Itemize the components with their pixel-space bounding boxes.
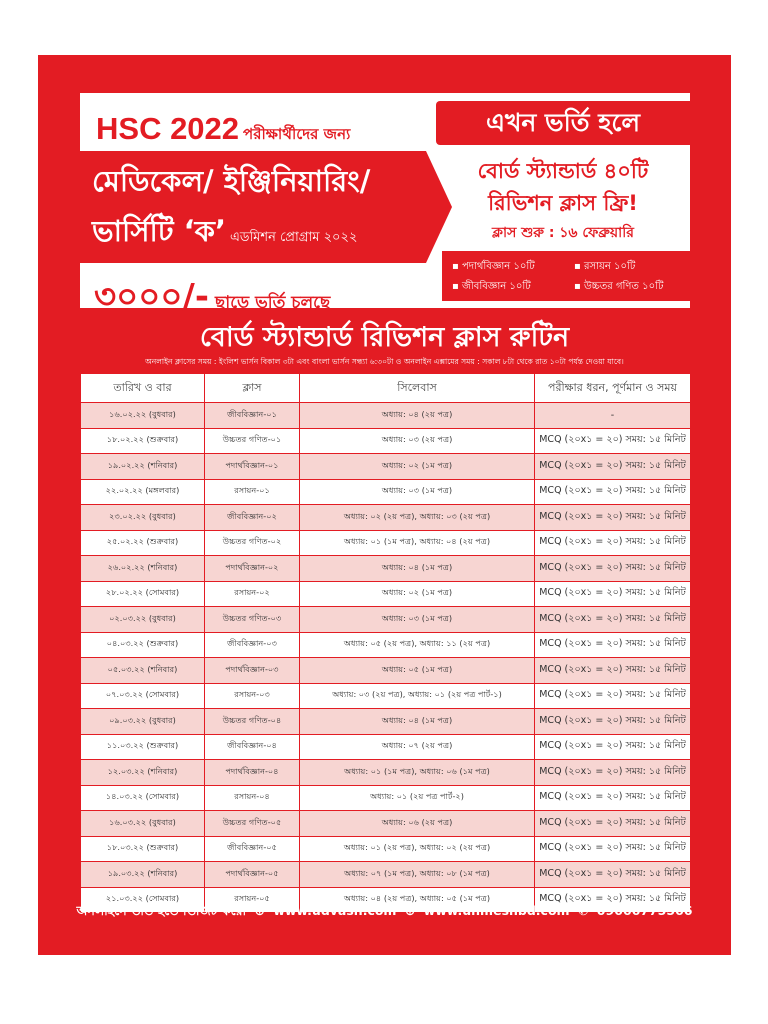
cell-syllabus: অধ্যায়: ০১ (১ম পত্র), অধ্যায়: ০৪ (২য় পত্র) (300, 530, 535, 556)
table-row (81, 862, 691, 888)
cell-exam: MCQ (২০x১ = ২০) সময়: ১৫ মিনিট (535, 683, 691, 709)
website-link-unmesh[interactable]: www.unmeshbd.com (423, 903, 570, 918)
cell-syllabus: অধ্যায়: ০২ (২য় পত্র), অধ্যায়: ০৩ (২য় পত্র) (300, 505, 535, 531)
header-syllabus: সিলেবাস (300, 374, 535, 403)
cell-date: ১৯.০২.২২ (শনিবার) (81, 454, 205, 480)
cell-class: উচ্চতর গণিত-০২ (205, 530, 300, 556)
routine-title: বোর্ড স্ট্যান্ডার্ড রিভিশন ক্লাস রুটিন (199, 322, 570, 353)
cell-date: ০২.০৩.২২ (বুধবার) (81, 607, 205, 633)
cell-date: ১৯.০৩.২২ (শনিবার) (81, 862, 205, 888)
table-row (81, 428, 691, 454)
table-row (81, 811, 691, 837)
cell-exam: MCQ (২০x১ = ২০) সময়: ১৫ মিনিট (535, 658, 691, 684)
cell-date: ১৮.০২.২২ (শুক্রবার) (81, 428, 205, 454)
hsc-year: HSC 2022 (96, 111, 240, 146)
cell-exam: MCQ (২০x১ = ২০) সময়: ১৫ মিনিট (535, 454, 691, 480)
cell-date: ০৪.০৩.২২ (শুক্রবার) (81, 632, 205, 658)
price-amount: ৩০০০/- (94, 277, 209, 317)
cell-date: ১৬.০২.২২ (বুধবার) (81, 403, 205, 429)
hsc-heading (96, 111, 350, 148)
cell-class: পদার্থবিজ্ঞান-০৪ (205, 760, 300, 786)
cell-exam: MCQ (২০x১ = ২০) সময়: ১৫ মিনিট (535, 556, 691, 582)
cell-exam: MCQ (২০x১ = ২০) সময়: ১৫ মিনিট (535, 479, 691, 505)
cell-class: পদার্থবিজ্ঞান-০২ (205, 556, 300, 582)
cell-exam: MCQ (২০x১ = ২০) সময়: ১৫ মিনিট (535, 607, 691, 633)
routine-table-wrap (80, 373, 690, 905)
table-row (81, 683, 691, 709)
cell-syllabus: অধ্যায়: ০৭ (২য় পত্র) (300, 734, 535, 760)
subject-higher-math: ▪ উচ্চতর গণিত ১০টি (574, 279, 663, 296)
table-row (81, 734, 691, 760)
cell-syllabus: অধ্যায়: ০১ (২য় পত্র পার্ট-২) (300, 785, 535, 811)
program-band (80, 151, 426, 263)
cell-date: ১৪.০৩.২২ (সোমবার) (81, 785, 205, 811)
subject-box (442, 251, 690, 301)
table-row (81, 709, 691, 735)
cell-syllabus: অধ্যায়: ০৩ (২য় পত্র), অধ্যায়: ০১ (২য় পত্র পার্ট-১) (300, 683, 535, 709)
cell-class: রসায়ন-০৪ (205, 785, 300, 811)
cell-date: ১২.০৩.২২ (শনিবার) (81, 760, 205, 786)
table-row (81, 785, 691, 811)
cell-date: ২২.০২.২২ (মঙ্গলবার) (81, 479, 205, 505)
program-line-2-main: ভার্সিটি ‘ক’ (92, 214, 226, 248)
table-header-row (81, 374, 691, 403)
cell-syllabus: অধ্যায়: ০৪ (২য় পত্র) (300, 403, 535, 429)
header-class: ক্লাস (205, 374, 300, 403)
cell-syllabus: অধ্যায়: ০৫ (১ম পত্র) (300, 658, 535, 684)
cell-date: ০৭.০৩.২২ (সোমবার) (81, 683, 205, 709)
cell-date: ২১.০৩.২২ (সোমবার) (81, 887, 205, 913)
cell-exam: MCQ (২০x১ = ২০) সময়: ১৫ মিনিট (535, 530, 691, 556)
cell-syllabus: অধ্যায়: ০৪ (১ম পত্র) (300, 709, 535, 735)
offer-classes: বোর্ড স্ট্যান্ডার্ড ৪০টি (477, 159, 649, 183)
cell-exam: MCQ (২০x১ = ২০) সময়: ১৫ মিনিট (535, 734, 691, 760)
hero-left (80, 93, 426, 317)
table-row (81, 454, 691, 480)
cell-class: জীববিজ্ঞান-০১ (205, 403, 300, 429)
cell-syllabus: অধ্যায়: ০৪ (১ম পত্র) (300, 556, 535, 582)
offer-tab: এখন ভর্তি হলে (436, 101, 690, 145)
cell-class: রসায়ন-০৫ (205, 887, 300, 913)
poster-background (38, 55, 731, 955)
cell-class: জীববিজ্ঞান-০৪ (205, 734, 300, 760)
hsc-audience: পরীক্ষার্থীদের জন্য (243, 125, 351, 143)
footer-contact (38, 903, 731, 923)
table-row (81, 403, 691, 429)
subject-physics: ▪ পদার্থবিজ্ঞান ১০টি (452, 259, 535, 276)
cell-class: রসায়ন-০২ (205, 581, 300, 607)
cell-exam: MCQ (২০x১ = ২০) সময়: ১৫ মিনিট (535, 836, 691, 862)
cell-class: পদার্থবিজ্ঞান-০১ (205, 454, 300, 480)
header-date: তারিখ ও বার (81, 374, 205, 403)
cell-exam: - (535, 403, 691, 429)
table-row (81, 658, 691, 684)
cell-date: ১১.০৩.২২ (শুক্রবার) (81, 734, 205, 760)
price-text: ছাড়ে ভর্তি চলছে (214, 293, 331, 313)
cell-syllabus: অধ্যায়: ০৫ (২য় পত্র), অধ্যায়: ১১ (২য় পত্র) (300, 632, 535, 658)
cell-syllabus: অধ্যায়: ০৩ (১ম পত্র) (300, 479, 535, 505)
website-link-udvash[interactable]: www.udvash.com (273, 903, 397, 918)
phone-icon: ✆ (577, 903, 589, 918)
table-row (81, 760, 691, 786)
cell-date: ২৫.০২.২২ (শুক্রবার) (81, 530, 205, 556)
cell-class: জীববিজ্ঞান-০৩ (205, 632, 300, 658)
program-subtitle: এডমিশন প্রোগ্রাম ২০২২ (230, 230, 358, 245)
cell-class: উচ্চতর গণিত-০৫ (205, 811, 300, 837)
cell-class: পদার্থবিজ্ঞান-০৫ (205, 862, 300, 888)
cell-exam: MCQ (২০x১ = ২০) সময়: ১৫ মিনিট (535, 632, 691, 658)
offer-panel (436, 93, 690, 308)
class-time-info: অনলাইন ক্লাসের সময় : ইংলিশ ভার্সন বিকাল ৩টা এবং বাংলা ভার্সন সন্ধ্যা ৬:৩০টা ও অনলাইন এক্সামের সময় : সকাল ৮টা থেকে রাত ১০টা পর্যন্ত দেওয়া যাবে। (145, 357, 624, 366)
program-line-2 (92, 209, 357, 258)
table-row (81, 530, 691, 556)
cell-exam: MCQ (২০x১ = ২০) সময়: ১৫ মিনিট (535, 811, 691, 837)
table-row (81, 607, 691, 633)
hero-panel (80, 93, 690, 317)
offer-start-date: ক্লাস শুরু : ১৬ ফেব্রুয়ারি (492, 225, 634, 241)
cell-date: ০৯.০৩.২২ (বুধবার) (81, 709, 205, 735)
cell-syllabus: অধ্যায়: ০২ (১ম পত্র) (300, 454, 535, 480)
cell-exam: MCQ (২০x১ = ২০) সময়: ১৫ মিনিট (535, 428, 691, 454)
cell-class: উচ্চতর গণিত-০১ (205, 428, 300, 454)
routine-table (80, 373, 691, 913)
cell-class: জীববিজ্ঞান-০৫ (205, 836, 300, 862)
cell-exam: MCQ (২০x১ = ২০) সময়: ১৫ মিনিট (535, 709, 691, 735)
offer-free: রিভিশন ক্লাস ফ্রি! (488, 191, 638, 215)
cell-syllabus: অধ্যায়: ০৪ (২য় পত্র), অধ্যায়: ০৫ (১ম পত্র) (300, 887, 535, 913)
cell-syllabus: অধ্যায়: ০৩ (১ম পত্র) (300, 607, 535, 633)
cell-exam: MCQ (২০x১ = ২০) সময়: ১৫ মিনিট (535, 505, 691, 531)
cell-class: উচ্চতর গণিত-০৩ (205, 607, 300, 633)
cell-exam: MCQ (২০x১ = ২০) সময়: ১৫ মিনিট (535, 887, 691, 913)
cell-syllabus: অধ্যায়: ০৬ (২য় পত্র) (300, 811, 535, 837)
phone-number[interactable]: 09666775566 (596, 903, 693, 918)
cell-exam: MCQ (২০x১ = ২০) সময়: ১৫ মিনিট (535, 862, 691, 888)
subject-chemistry: ▪ রসায়ন ১০টি (574, 259, 635, 276)
table-row (81, 505, 691, 531)
cell-class: উচ্চতর গণিত-০৪ (205, 709, 300, 735)
cell-date: ০৫.০৩.২২ (শনিবার) (81, 658, 205, 684)
table-row (81, 632, 691, 658)
globe-icon: ⊕ (254, 903, 265, 918)
program-line-1: মেডিকেল/ ইঞ্জিনিয়ারিং/ (92, 164, 371, 198)
cell-syllabus: অধ্যায়: ০২ (১ম পত্র) (300, 581, 535, 607)
cell-class: জীববিজ্ঞান-০২ (205, 505, 300, 531)
subject-biology: ▪ জীববিজ্ঞান ১০টি (452, 279, 531, 296)
cell-syllabus: অধ্যায়: ০১ (২য় পত্র), অধ্যায়: ০২ (২য় পত্র) (300, 836, 535, 862)
table-row (81, 581, 691, 607)
cell-class: রসায়ন-০১ (205, 479, 300, 505)
cell-date: ২৩.০২.২২ (বুধবার) (81, 505, 205, 531)
table-row (81, 836, 691, 862)
header-exam: পরীক্ষার ধরন, পূর্ণমান ও সময় (535, 374, 691, 403)
cell-date: ১৮.০৩.২২ (শুক্রবার) (81, 836, 205, 862)
cell-exam: MCQ (২০x১ = ২০) সময়: ১৫ মিনিট (535, 785, 691, 811)
cell-syllabus: অধ্যায়: ০৭ (১ম পত্র), অধ্যায়: ০৮ (১ম পত্র) (300, 862, 535, 888)
cell-class: পদার্থবিজ্ঞান-০৩ (205, 658, 300, 684)
footer-text: অনলাইনে ভর্তি হতে ভিজিট করো (76, 903, 247, 918)
cell-date: ২৮.০২.২২ (সোমবার) (81, 581, 205, 607)
cell-syllabus: অধ্যায়: ০১ (১ম পত্র), অধ্যায়: ০৬ (১ম পত্র) (300, 760, 535, 786)
globe-icon: ⊕ (404, 903, 416, 918)
cell-syllabus: অধ্যায়: ০৩ (২য় পত্র) (300, 428, 535, 454)
cell-exam: MCQ (২০x১ = ২০) সময়: ১৫ মিনিট (535, 581, 691, 607)
cell-date: ১৬.০৩.২২ (বুধবার) (81, 811, 205, 837)
table-row (81, 556, 691, 582)
cell-date: ২৬.০২.২২ (শনিবার) (81, 556, 205, 582)
cell-exam: MCQ (২০x১ = ২০) সময়: ১৫ মিনিট (535, 760, 691, 786)
table-row (81, 479, 691, 505)
cell-class: রসায়ন-০৩ (205, 683, 300, 709)
